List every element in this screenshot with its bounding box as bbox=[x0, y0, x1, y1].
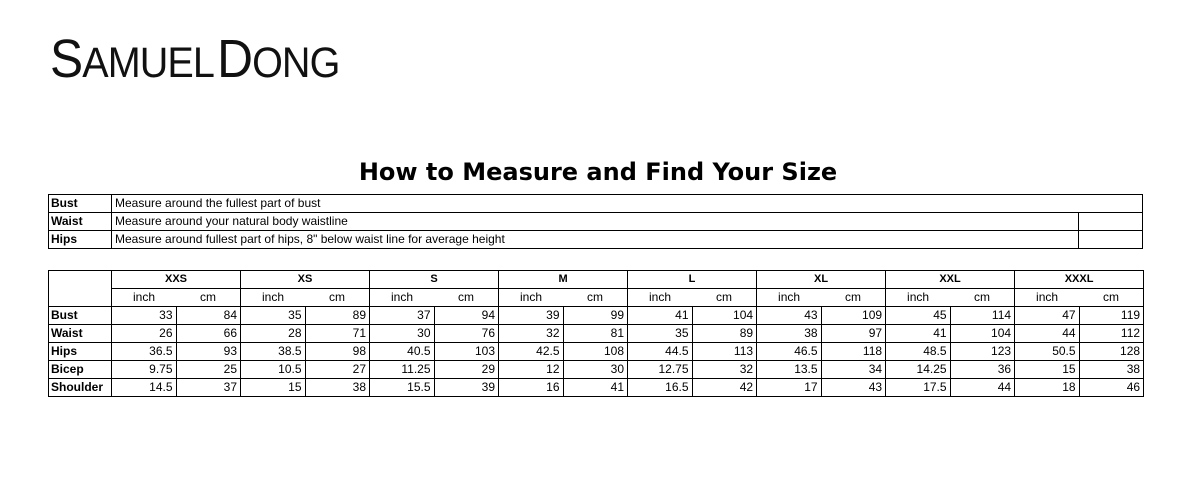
brand-first-initial: S bbox=[50, 29, 83, 89]
unit-cm: cm bbox=[950, 289, 1015, 307]
cm-value: 42 bbox=[692, 379, 757, 397]
cm-value: 29 bbox=[434, 361, 499, 379]
unit-inch: inch bbox=[370, 289, 435, 307]
unit-cm: cm bbox=[305, 289, 370, 307]
guide-blank-cell bbox=[1078, 231, 1142, 249]
size-header: XXXL bbox=[1015, 271, 1144, 289]
inch-value: 15.5 bbox=[370, 379, 435, 397]
inch-value: 46.5 bbox=[757, 343, 822, 361]
inch-value: 15 bbox=[241, 379, 306, 397]
inch-value: 38.5 bbox=[241, 343, 306, 361]
table-row bbox=[49, 325, 1144, 343]
cm-value: 98 bbox=[305, 343, 370, 361]
cm-value: 108 bbox=[563, 343, 628, 361]
cm-value: 119 bbox=[1079, 307, 1144, 325]
guide-row bbox=[49, 213, 1143, 231]
inch-value: 12.75 bbox=[628, 361, 693, 379]
inch-value: 16 bbox=[499, 379, 564, 397]
inch-value: 47 bbox=[1015, 307, 1080, 325]
cm-value: 27 bbox=[305, 361, 370, 379]
size-header: XS bbox=[241, 271, 370, 289]
inch-value: 16.5 bbox=[628, 379, 693, 397]
cm-value: 32 bbox=[692, 361, 757, 379]
measure-label: Hips bbox=[49, 343, 112, 361]
inch-value: 10.5 bbox=[241, 361, 306, 379]
inch-value: 28 bbox=[241, 325, 306, 343]
measure-label: Waist bbox=[49, 325, 112, 343]
cm-value: 25 bbox=[176, 361, 241, 379]
cm-value: 66 bbox=[176, 325, 241, 343]
cm-value: 76 bbox=[434, 325, 499, 343]
guide-label: Bust bbox=[49, 195, 112, 213]
unit-cm: cm bbox=[821, 289, 886, 307]
cm-value: 128 bbox=[1079, 343, 1144, 361]
inch-value: 9.75 bbox=[112, 361, 177, 379]
cm-value: 71 bbox=[305, 325, 370, 343]
inch-value: 39 bbox=[499, 307, 564, 325]
inch-value: 14.5 bbox=[112, 379, 177, 397]
cm-value: 81 bbox=[563, 325, 628, 343]
inch-value: 17.5 bbox=[886, 379, 951, 397]
inch-value: 15 bbox=[1015, 361, 1080, 379]
inch-value: 26 bbox=[112, 325, 177, 343]
unit-inch: inch bbox=[499, 289, 564, 307]
unit-inch: inch bbox=[241, 289, 306, 307]
table-row bbox=[49, 361, 1144, 379]
guide-text: Measure around fullest part of hips, 8" below waist line for average height bbox=[112, 231, 1079, 249]
inch-value: 48.5 bbox=[886, 343, 951, 361]
cm-value: 93 bbox=[176, 343, 241, 361]
cm-value: 43 bbox=[821, 379, 886, 397]
inch-value: 44.5 bbox=[628, 343, 693, 361]
cm-value: 112 bbox=[1079, 325, 1144, 343]
size-header: XXL bbox=[886, 271, 1015, 289]
page-title: How to Measure and Find Your Size bbox=[358, 158, 838, 186]
inch-value: 12 bbox=[499, 361, 564, 379]
table-row bbox=[49, 307, 1144, 325]
brand-logo bbox=[50, 28, 339, 90]
measure-label: Shoulder bbox=[49, 379, 112, 397]
unit-inch: inch bbox=[757, 289, 822, 307]
table-row bbox=[49, 379, 1144, 397]
unit-cm: cm bbox=[692, 289, 757, 307]
unit-cm: cm bbox=[176, 289, 241, 307]
inch-value: 14.25 bbox=[886, 361, 951, 379]
unit-inch: inch bbox=[628, 289, 693, 307]
cm-value: 36 bbox=[950, 361, 1015, 379]
size-header: S bbox=[370, 271, 499, 289]
size-header: L bbox=[628, 271, 757, 289]
inch-value: 43 bbox=[757, 307, 822, 325]
cm-value: 39 bbox=[434, 379, 499, 397]
cm-value: 113 bbox=[692, 343, 757, 361]
cm-value: 104 bbox=[692, 307, 757, 325]
brand-last-initial: D bbox=[217, 29, 253, 89]
cm-value: 30 bbox=[563, 361, 628, 379]
cm-value: 89 bbox=[692, 325, 757, 343]
inch-value: 11.25 bbox=[370, 361, 435, 379]
table-row bbox=[49, 343, 1144, 361]
guide-row bbox=[49, 195, 1143, 213]
inch-value: 38 bbox=[757, 325, 822, 343]
inch-value: 35 bbox=[241, 307, 306, 325]
unit-cm: cm bbox=[563, 289, 628, 307]
inch-value: 40.5 bbox=[370, 343, 435, 361]
cm-value: 114 bbox=[950, 307, 1015, 325]
inch-value: 41 bbox=[886, 325, 951, 343]
size-header: XXS bbox=[112, 271, 241, 289]
inch-value: 37 bbox=[370, 307, 435, 325]
cm-value: 123 bbox=[950, 343, 1015, 361]
inch-value: 18 bbox=[1015, 379, 1080, 397]
inch-value: 44 bbox=[1015, 325, 1080, 343]
measure-guide-table bbox=[48, 194, 1143, 249]
guide-blank-cell bbox=[1078, 213, 1142, 231]
corner-cell bbox=[49, 271, 112, 307]
inch-value: 50.5 bbox=[1015, 343, 1080, 361]
cm-value: 84 bbox=[176, 307, 241, 325]
measure-label: Bust bbox=[49, 307, 112, 325]
cm-value: 103 bbox=[434, 343, 499, 361]
cm-value: 37 bbox=[176, 379, 241, 397]
size-header: M bbox=[499, 271, 628, 289]
cm-value: 104 bbox=[950, 325, 1015, 343]
cm-value: 46 bbox=[1079, 379, 1144, 397]
guide-label: Hips bbox=[49, 231, 112, 249]
measure-label: Bicep bbox=[49, 361, 112, 379]
cm-value: 44 bbox=[950, 379, 1015, 397]
cm-value: 109 bbox=[821, 307, 886, 325]
inch-value: 41 bbox=[628, 307, 693, 325]
inch-value: 30 bbox=[370, 325, 435, 343]
cm-value: 99 bbox=[563, 307, 628, 325]
inch-value: 36.5 bbox=[112, 343, 177, 361]
cm-value: 89 bbox=[305, 307, 370, 325]
size-chart-table bbox=[48, 270, 1144, 397]
guide-row bbox=[49, 231, 1143, 249]
unit-inch: inch bbox=[886, 289, 951, 307]
inch-value: 35 bbox=[628, 325, 693, 343]
inch-value: 45 bbox=[886, 307, 951, 325]
cm-value: 38 bbox=[1079, 361, 1144, 379]
unit-cm: cm bbox=[1079, 289, 1144, 307]
guide-text: Measure around the fullest part of bust bbox=[112, 195, 1143, 213]
inch-value: 32 bbox=[499, 325, 564, 343]
cm-value: 94 bbox=[434, 307, 499, 325]
brand-first-rest: AMUEL bbox=[82, 39, 214, 87]
brand-last-rest: ONG bbox=[252, 39, 340, 87]
cm-value: 97 bbox=[821, 325, 886, 343]
cm-value: 34 bbox=[821, 361, 886, 379]
cm-value: 118 bbox=[821, 343, 886, 361]
unit-inch: inch bbox=[112, 289, 177, 307]
unit-cm: cm bbox=[434, 289, 499, 307]
cm-value: 41 bbox=[563, 379, 628, 397]
inch-value: 33 bbox=[112, 307, 177, 325]
inch-value: 42.5 bbox=[499, 343, 564, 361]
size-header: XL bbox=[757, 271, 886, 289]
inch-value: 13.5 bbox=[757, 361, 822, 379]
guide-text: Measure around your natural body waistline bbox=[112, 213, 1079, 231]
cm-value: 38 bbox=[305, 379, 370, 397]
unit-inch: inch bbox=[1015, 289, 1080, 307]
guide-label: Waist bbox=[49, 213, 112, 231]
inch-value: 17 bbox=[757, 379, 822, 397]
